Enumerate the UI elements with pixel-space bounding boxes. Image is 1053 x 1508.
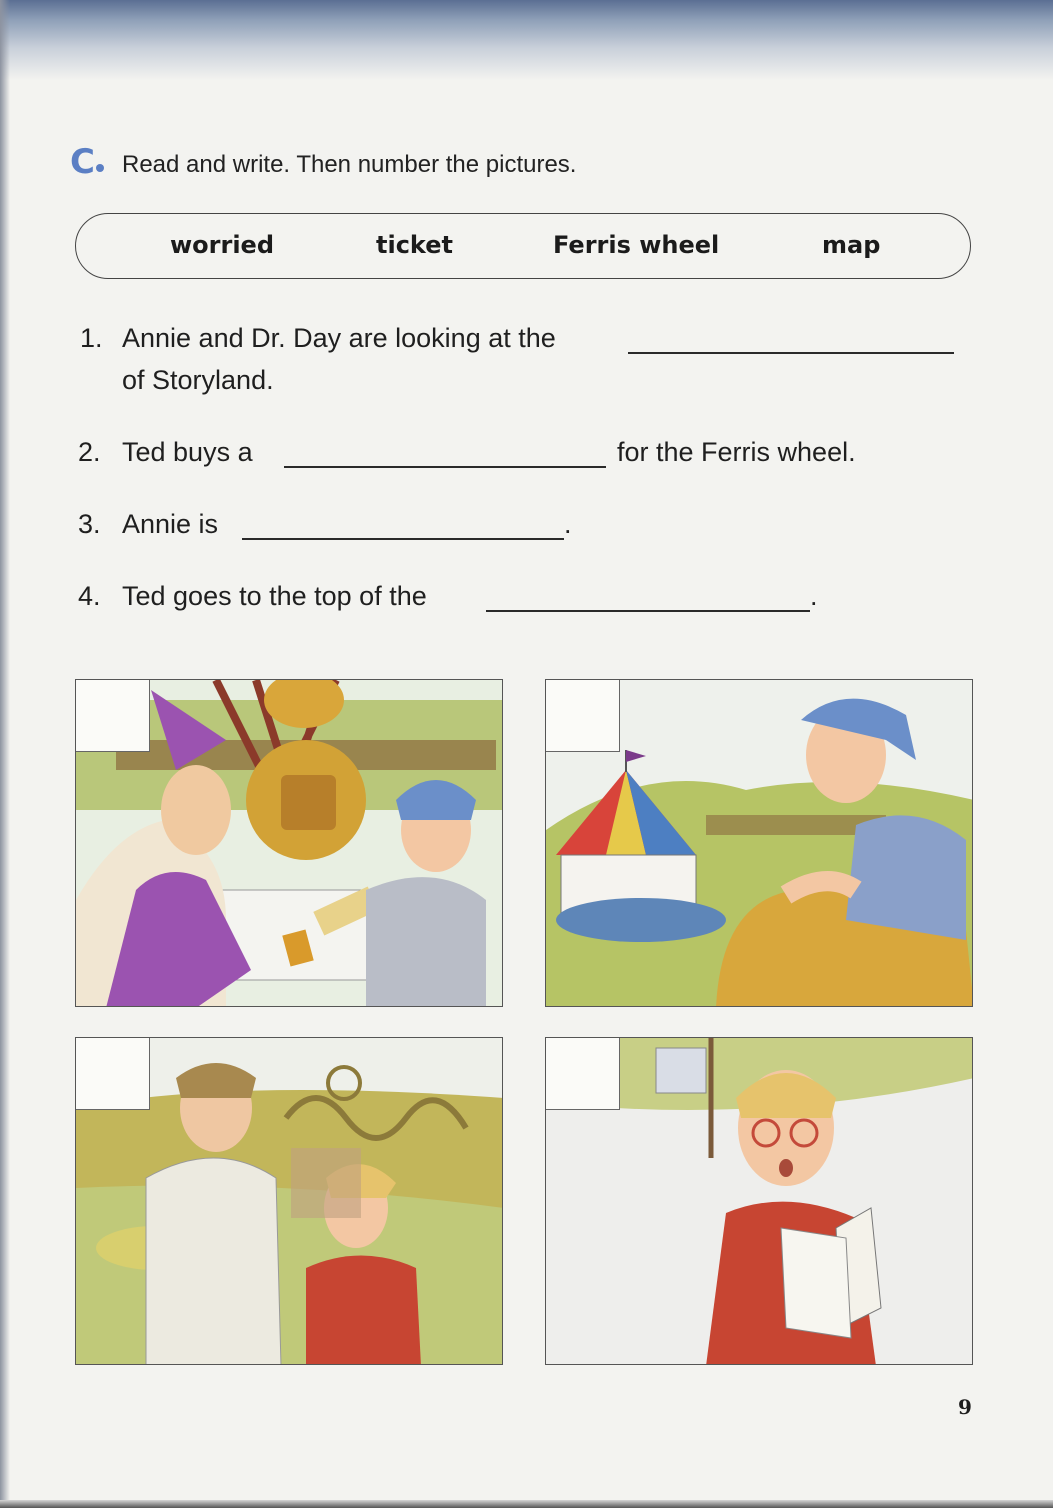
word-bank-item: ticket xyxy=(376,231,453,259)
question-text: Annie is xyxy=(122,509,219,539)
picture-panel-3 xyxy=(75,1037,503,1365)
question-text: Ted buys a xyxy=(122,437,253,467)
picture-number-box-3[interactable] xyxy=(76,1038,150,1110)
picture-number-box-2[interactable] xyxy=(546,680,620,752)
question-number: 3. xyxy=(78,509,101,539)
question-text: Ted goes to the top of the xyxy=(122,581,427,611)
word-bank-item: map xyxy=(822,231,881,259)
word-bank-item: Ferris wheel xyxy=(553,231,720,259)
picture-panel-1 xyxy=(75,679,503,1007)
picture-panel-2 xyxy=(545,679,973,1007)
section-letter: C xyxy=(70,142,95,182)
picture-number-box-4[interactable] xyxy=(546,1038,620,1110)
question-text: Annie and Dr. Day are looking at the xyxy=(122,323,556,353)
question-number: 2. xyxy=(78,437,101,467)
word-bank-item: worried xyxy=(170,231,275,259)
page-binding-shadow xyxy=(0,0,10,1508)
question-text: . xyxy=(810,581,818,611)
question-text: . xyxy=(564,509,572,539)
page-number: 9 xyxy=(958,1395,972,1419)
question-number: 4. xyxy=(78,581,101,611)
section-instruction: Read and write. Then number the pictures. xyxy=(122,151,577,178)
question-text: of Storyland. xyxy=(122,365,274,395)
answer-blank-1[interactable] xyxy=(628,352,954,354)
answer-blank-4[interactable] xyxy=(486,610,810,612)
page-top-edge xyxy=(0,0,1053,80)
picture-number-box-1[interactable] xyxy=(76,680,150,752)
answer-blank-2[interactable] xyxy=(284,466,606,468)
picture-panel-4 xyxy=(545,1037,973,1365)
section-letter-dot xyxy=(96,164,104,172)
page-bottom-edge xyxy=(0,1500,1053,1508)
answer-blank-3[interactable] xyxy=(242,538,564,540)
question-number: 1. xyxy=(80,323,103,353)
question-text: for the Ferris wheel. xyxy=(617,437,856,467)
